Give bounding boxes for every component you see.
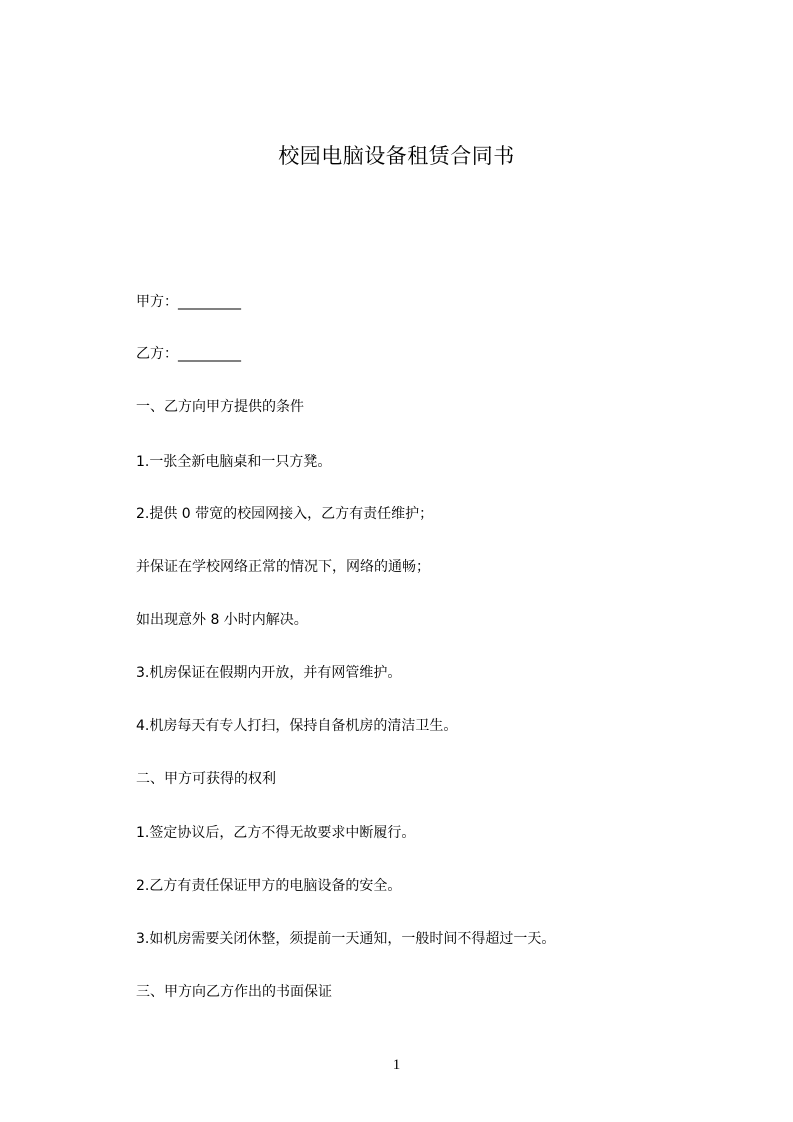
clause-2-3: 3.如机房需要关闭休整，须提前一天通知，一般时间不得超过一天。 (136, 931, 556, 947)
page-number: 1 (392, 1057, 401, 1073)
clause-1-2-continued-2: 如出现意外 8 小时内解决。 (136, 612, 308, 628)
clause-1-2-continued: 并保证在学校网络正常的情况下，网络的通畅； (136, 559, 430, 575)
clause-1-4: 4.机房每天有专人打扫，保持自备机房的清洁卫生。 (136, 718, 458, 734)
clause-1-3: 3.机房保证在假期内开放，并有网管维护。 (136, 665, 402, 681)
party-a-line: 甲方：_________ (136, 294, 241, 310)
party-b-line: 乙方：_________ (136, 346, 241, 362)
document-title: 校园电脑设备租赁合同书 (278, 144, 515, 168)
clause-2-1: 1.签定协议后，乙方不得无故要求中断履行。 (136, 825, 416, 841)
section-heading-1: 一、乙方向甲方提供的条件 (136, 399, 304, 415)
clause-2-2: 2.乙方有责任保证甲方的电脑设备的安全。 (136, 878, 402, 894)
section-heading-2: 二、甲方可获得的权利 (136, 771, 276, 787)
clause-1-1: 1.一张全新电脑桌和一只方凳。 (136, 454, 332, 470)
section-heading-3: 三、甲方向乙方作出的书面保证 (136, 984, 332, 1000)
clause-1-2: 2.提供 0 带宽的校园网接入，乙方有责任维护； (136, 506, 434, 522)
